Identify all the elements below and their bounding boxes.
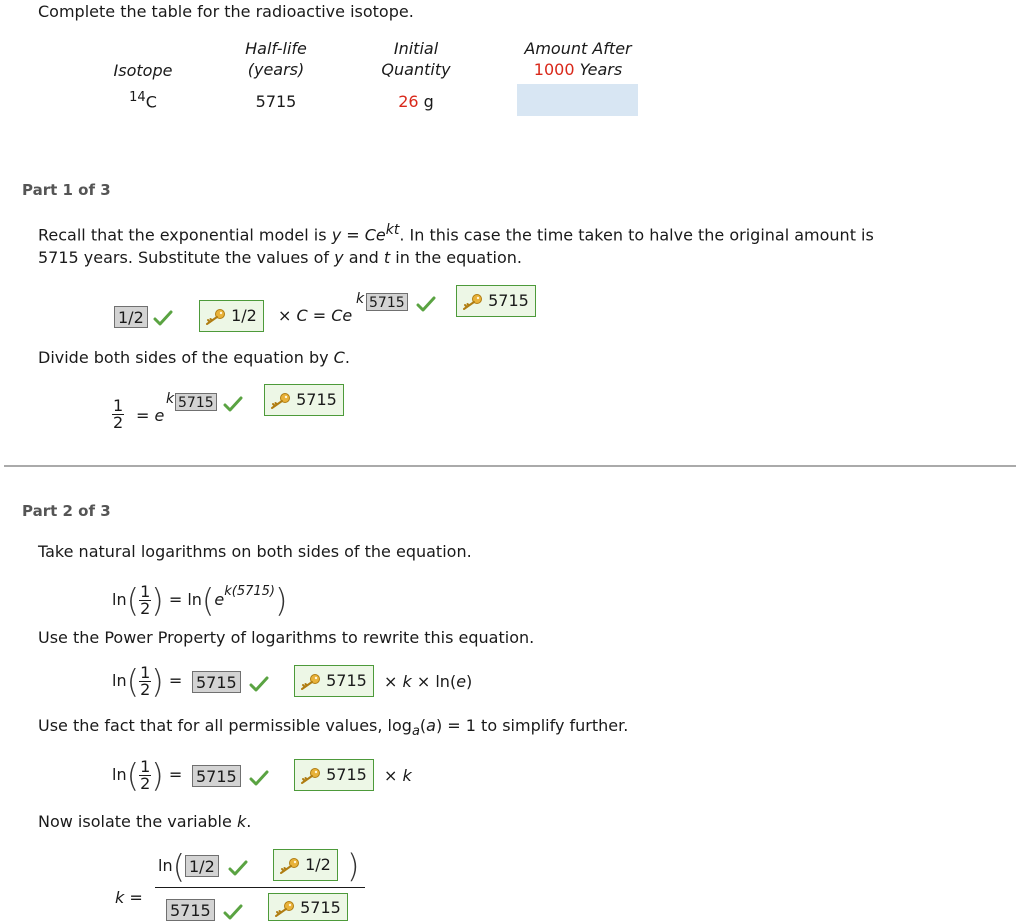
check-icon [223, 396, 243, 412]
eq2-key: 5715 [264, 384, 344, 416]
key-icon [204, 308, 226, 326]
eq6-denominator-key: 5715 [268, 893, 348, 921]
check-icon [416, 296, 436, 312]
eq2-equals: = e [136, 406, 165, 425]
eq4-key: 5715 [294, 665, 374, 697]
key-icon [299, 767, 321, 785]
key-icon [269, 392, 291, 410]
eq6-numerator-key: 1/2 [273, 849, 338, 881]
key-icon [273, 900, 295, 918]
header-initial-quantity: Initial Quantity [381, 39, 451, 79]
eq1-key-2: 5715 [456, 285, 536, 317]
header-isotope: Isotope [113, 61, 173, 80]
eq4-left: ln( $\frac{1}{2}$ ) = [112, 662, 183, 701]
eq5-key: 5715 [294, 759, 374, 791]
eq6-fraction-bar [155, 887, 365, 888]
cell-half-life: 5715 [255, 92, 297, 111]
divide-text: Divide both sides of the equation by C. [38, 348, 350, 367]
isolate-text: Now isolate the variable k. [38, 812, 252, 831]
part1-paragraph-line1: Recall that the exponential model is $y = Ce^{kt}$. In this case the time taken to halve the original amount is [38, 222, 874, 245]
eq6-numerator: ln( [158, 847, 186, 886]
eq5-left: ln( $\frac{1}{2}$ ) = [112, 756, 183, 795]
power-property-text: Use the Power Property of logarithms to rewrite this equation. [38, 628, 535, 647]
eq6-k-label: k = [115, 888, 143, 907]
eq2-exponent-k: k [166, 391, 175, 407]
eq1-exponent-k: k [356, 291, 365, 307]
cell-initial-quantity: 26 g [398, 92, 434, 111]
eq4-answer: 5715 [192, 671, 241, 693]
eq2-answer: 5715 [175, 392, 217, 411]
part1-paragraph-line2: 5715 years. Substitute the values of y and t in the equation. [38, 248, 522, 267]
header-half-life: Half-life (years) [245, 39, 307, 79]
eq1-answer-2: 5715 [366, 292, 408, 311]
intro-text: Complete the table for the radioactive isotope. [38, 2, 414, 21]
eq6-numerator-answer: 1/2 [185, 855, 219, 877]
check-icon [153, 310, 173, 326]
take-log-text: Take natural logarithms on both sides of the equation. [38, 542, 472, 561]
eq5-answer: 5715 [192, 765, 241, 787]
cell-isotope: $^{14}$C [129, 90, 157, 112]
log-fact-text: Use the fact that for all permissible values, $\log_a(a) = 1$ to simplify further. [38, 716, 629, 740]
section-divider [4, 465, 1016, 467]
key-icon [299, 673, 321, 691]
header-amount-after: Amount After 1000 Years [524, 39, 632, 79]
eq5-tail: × k [384, 766, 412, 785]
eq6-denominator-answer: 5715 [166, 899, 215, 921]
key-icon [461, 293, 483, 311]
answer-cell-amount-after[interactable] [517, 84, 638, 116]
eq4-tail: × k × ln(e) [384, 672, 473, 691]
check-icon [249, 770, 269, 786]
eq1-middle: × C = Ce [278, 306, 353, 325]
check-icon [223, 904, 243, 920]
part2-title: Part 2 of 3 [22, 502, 111, 520]
part1-title: Part 1 of 3 [22, 181, 111, 199]
check-icon [249, 676, 269, 692]
eq1-key-1: 1/2 [199, 300, 264, 332]
eq1-answer-1: 1/2 [114, 306, 148, 328]
check-icon [228, 860, 248, 876]
eq6-close-paren: ) [347, 847, 360, 885]
key-icon [278, 857, 300, 875]
eq3: ln( $\frac{1}{2}$ ) = $\ln(e^{k(5715)})$ [112, 581, 288, 620]
eq2-fraction: $\frac{1}{2}$ [113, 396, 124, 432]
